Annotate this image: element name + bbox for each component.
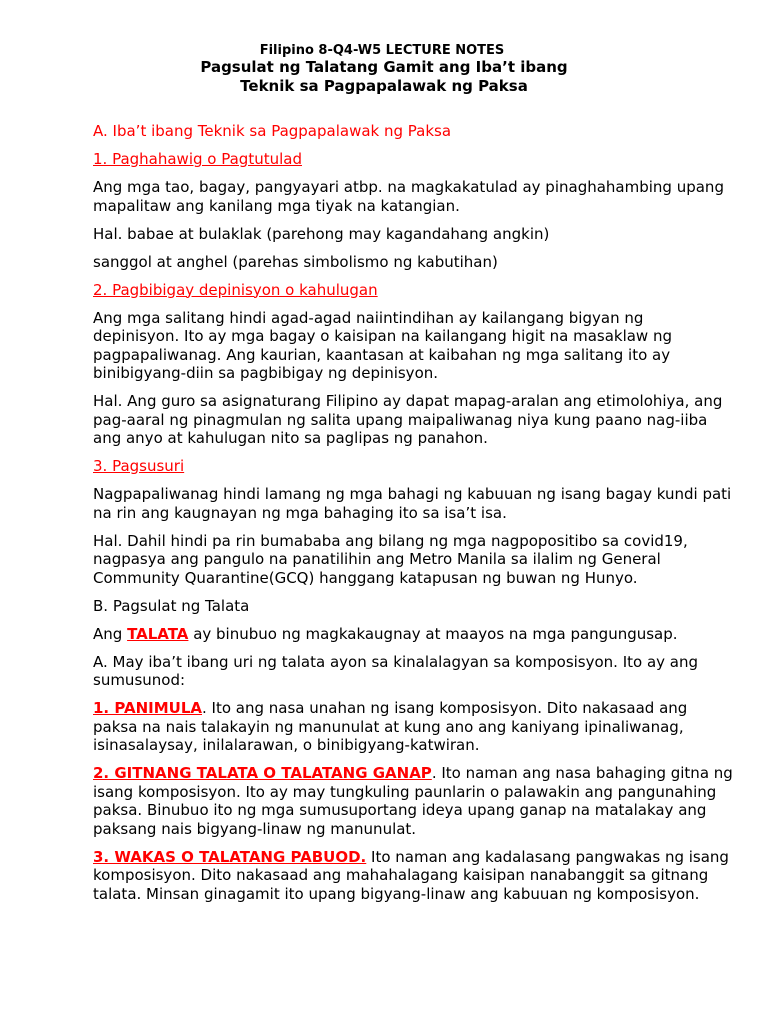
technique-2-example: Hal. Ang guro sa asignaturang Filipino ay dapat mapag-aralan ang etimolohiya, ang pag-aaral ng pinagmulan ng salita upang maipaliwanag niya kung paano nag-iiba ang anyo at kahulugan nito sa paglipas ng panahon.	[93, 392, 723, 447]
section-b-heading: B. Pagsulat ng Talata	[93, 596, 250, 615]
technique-1-heading: 1. Paghahawig o Pagtutulad	[93, 150, 302, 168]
definition-term: TALATA	[127, 624, 189, 643]
document-title-line-1: Pagsulat ng Talatang Gamit ang Iba’t ibang	[200, 58, 568, 76]
technique-2-heading: 2. Pagbibigay depinisyon o kahulugan	[93, 280, 378, 299]
technique-3-paragraph: Nagpapaliwanag hindi lamang ng mga bahagi ng kabuuan ng isang bagay kundi pati na rin ang kaugnayan ng mga bahaging ito sa isa’t isa.	[93, 485, 732, 522]
type-3-description: Ito naman ang kadalasang pangwakas ng isang komposisyon. Dito nakasaad ang mahahalagang kaisipan nanabanggit sa gitnang talata. Minsan ginagamit ito upang bigyang-linaw ang kabuuan ng komposisyon.	[93, 847, 729, 903]
type-2-term: 2. GITNANG TALATA O TALATANG GANAP	[93, 764, 432, 782]
technique-2-paragraph: Ang mga salitang hindi agad-agad naiintindihan ay kailangang bigyan ng depinisyon. Ito ay mga bagay o kaisipan na kailangang higit na masaklaw ng pagpapaliwanag. Ang kaurian, kaantasan at kaibahan ng mga salitang ito ay binibigyang-diin sa pagbibigay ng depinisyon.	[93, 308, 673, 382]
type-2-description: . Ito naman ang nasa bahaging gitna ng isang komposisyon. Ito ay may tungkuling paunlarin o palawakin ang pangunahing paksa. Binubuo ito ng mga sumusuportang ideya upang ganap na matalakay ang paksang nais bigyang-linaw ng manunulat.	[93, 764, 733, 838]
type-3-term: 3. WAKAS O TALATANG PABUOD.	[93, 847, 367, 866]
technique-3-heading: 3. Pagsusuri	[93, 457, 185, 475]
definition-suffix: ay binubuo ng magkakaugnay at maayos na mga pangungusap.	[188, 624, 678, 643]
talata-definition	[93, 625, 733, 644]
definition-prefix: Ang	[93, 624, 128, 643]
technique-1-paragraph: Ang mga tao, bagay, pangyayari atbp. na magkakatulad ay pinaghahambing upang mapalitaw ang kanilang mga tiyak na katangian.	[93, 178, 724, 215]
course-title-text: Filipino 8-Q4-W5 LECTURE NOTES	[259, 43, 505, 58]
paragraph-type-3	[93, 848, 733, 904]
document-body	[93, 122, 733, 913]
technique-1-example-2: sanggol at anghel (parehas simbolismo ng kabutihan)	[93, 252, 498, 271]
paragraph-type-2	[93, 764, 733, 838]
document-title-line-2: Teknik sa Pagpapalawak ng Paksa	[240, 77, 528, 95]
section-a-heading: A. Iba’t ibang Teknik sa Pagpapalawak ng Paksa	[93, 122, 452, 140]
paragraph-types-intro: A. May iba’t ibang uri ng talata ayon sa kinalalagyan sa komposisyon. Ito ay ang sumusunod:	[93, 652, 699, 689]
paragraph-type-1	[93, 699, 733, 755]
type-1-term: 1. PANIMULA	[93, 699, 202, 717]
type-1-description: . Ito ang nasa unahan ng isang komposisyon. Dito nakasaad ang paksa na nais talakayin ng manunulat at kung ano ang kaniyang ipinaliwanag, isinasalaysay, inilalarawan, o binibigyang-katwiran.	[93, 699, 688, 754]
document-course-title	[0, 43, 768, 58]
technique-3-example: Hal. Dahil hindi pa rin bumababa ang bilang ng mga nagpopositibo sa covid19, nagpasya ang pangulo na panatilihin ang Metro Manila sa ilalim ng General Community Quarantine(GCQ) hanggang katapusan ng buwan ng Hunyo.	[93, 531, 688, 587]
technique-1-example-1: Hal. babae at bulaklak (parehong may kagandahang angkin)	[93, 224, 550, 243]
